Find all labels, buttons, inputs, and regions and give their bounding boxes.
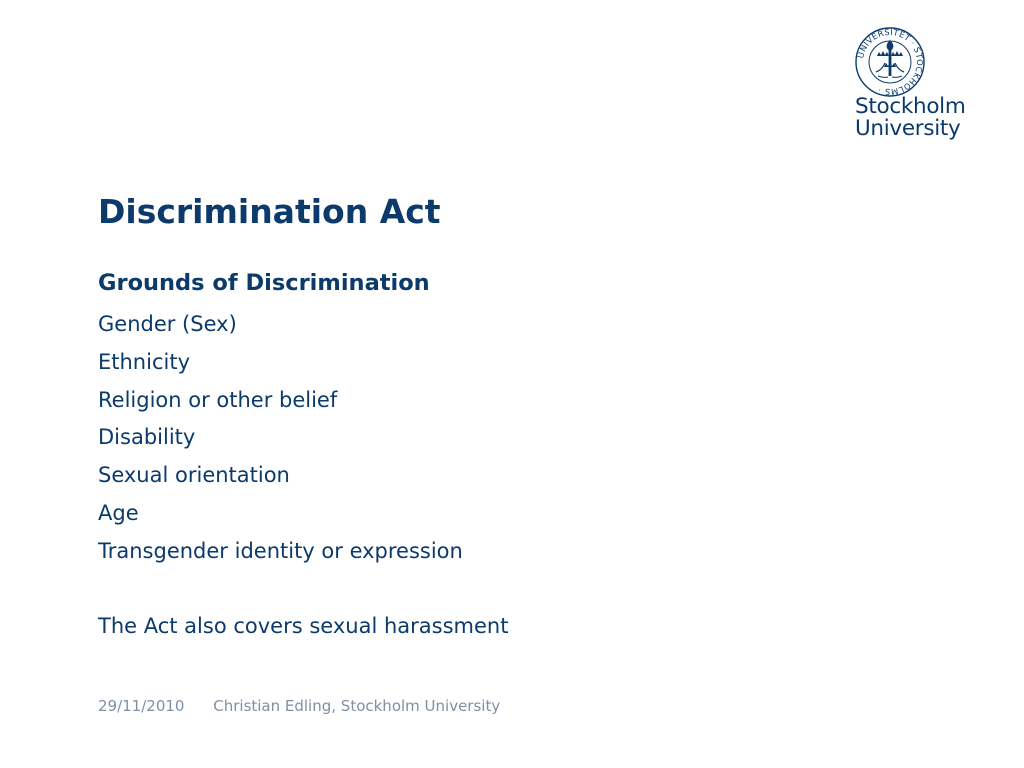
logo-wordmark-line2: University (855, 116, 961, 141)
slide-subtitle: Grounds of Discrimination (98, 270, 430, 296)
grounds-list (98, 306, 463, 571)
ground-item-age: Age (98, 500, 139, 525)
stockholm-university-logo (852, 26, 982, 148)
logo-wordmark-line1: Stockholm (855, 94, 966, 119)
university-seal-icon (854, 26, 926, 98)
footer-date: 29/11/2010 (98, 697, 185, 715)
ground-item-sexual-orientation: Sexual orientation (98, 463, 290, 488)
harassment-note: The Act also covers sexual harassment (98, 614, 509, 638)
seal-ring-text: UNIVERSITET · STOCKHOLMS · (855, 26, 926, 98)
ground-item-ethnicity: Ethnicity (98, 349, 190, 374)
logo-wordmark (855, 96, 966, 140)
ground-item-disability: Disability (98, 425, 196, 450)
footer-author: Christian Edling, Stockholm University (213, 697, 501, 715)
ground-item-transgender: Transgender identity or expression (98, 538, 463, 563)
slide-title: Discrimination Act (98, 192, 441, 231)
slide-footer (98, 695, 500, 717)
ground-item-gender: Gender (Sex) (98, 312, 237, 336)
ground-item-religion: Religion or other belief (98, 387, 338, 412)
